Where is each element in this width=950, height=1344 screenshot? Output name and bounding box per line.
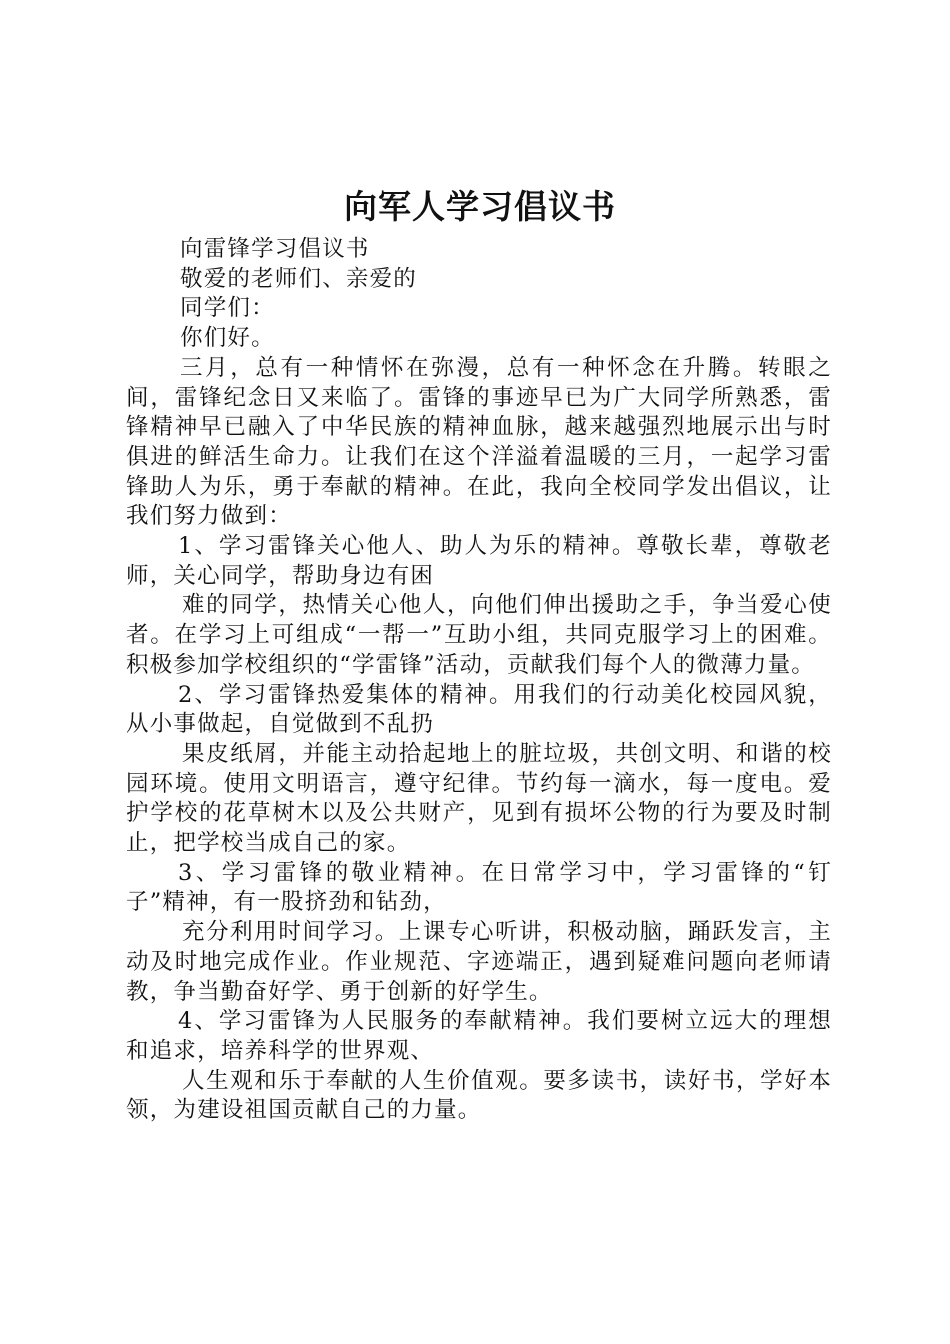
salutation-line-1: 敬爱的老师们、亲爱的 bbox=[180, 265, 418, 292]
item-3-continuation: 充分利用时间学习。上课专心听讲，积极动脑，踊跃发言，主动及时地完成作业。作业规范、字迹端正，遇到疑难问题向老师请教，争当勤奋好学、勇于创新的好学生。 bbox=[126, 919, 832, 1005]
subtitle-paragraph: 向雷锋学习倡议书 bbox=[180, 236, 370, 262]
item-1-paragraph: 1、学习雷锋关心他人、助人为乐的精神。尊敬长辈，尊敬老师，关心同学，帮助身边有困 bbox=[126, 533, 832, 589]
item-1-continuation: 难的同学，热情关心他人，向他们伸出援助之手，争当爱心使者。在学习上可组成“一帮一”互助小组，共同克服学习上的困难。积极参加学校组织的“学雷锋”活动，贡献我们每个人的微薄力量。 bbox=[126, 592, 832, 678]
salutation-line-2: 同学们： bbox=[180, 295, 275, 322]
document-body bbox=[126, 235, 832, 1126]
item-2-continuation: 果皮纸屑，并能主动拾起地上的脏垃圾，共创文明、和谐的校园环境。使用文明语言，遵守纪律。节约每一滴水，每一度电。爱护学校的花草树木以及公共财产，见到有损坏公物的行为要及时制止，把学校当成自己的家。 bbox=[126, 740, 832, 857]
greeting-paragraph: 你们好。 bbox=[180, 325, 275, 352]
intro-paragraph: 三月，总有一种情怀在弥漫，总有一种怀念在升腾。转眼之间，雷锋纪念日又来临了。雷锋的事迹早已为广大同学所熟悉，雷锋精神早已融入了中华民族的精神血脉，越来越强烈地展示出与时俱进的鲜活生命力。让我们在这个洋溢着温暖的三月，一起学习雷锋助人为乐，勇于奉献的精神。在此，我向全校同学发出倡议，让我们努力做到： bbox=[126, 354, 832, 530]
document-title: 向军人学习倡议书 bbox=[344, 187, 616, 226]
item-4-continuation: 人生观和乐于奉献的人生价值观。要多读书，读好书，学好本领，为建设祖国贡献自己的力量。 bbox=[126, 1067, 832, 1124]
item-4-paragraph: 4、学习雷锋为人民服务的奉献精神。我们要树立远大的理想和追求，培养科学的世界观、 bbox=[126, 1008, 832, 1064]
item-3-paragraph: 3、学习雷锋的敬业精神。在日常学习中，学习雷锋的“钉子”精神，有一股挤劲和钻劲， bbox=[126, 859, 832, 916]
item-2-paragraph: 2、学习雷锋热爱集体的精神。用我们的行动美化校园风貌，从小事做起，自觉做到不乱扔 bbox=[126, 681, 832, 738]
